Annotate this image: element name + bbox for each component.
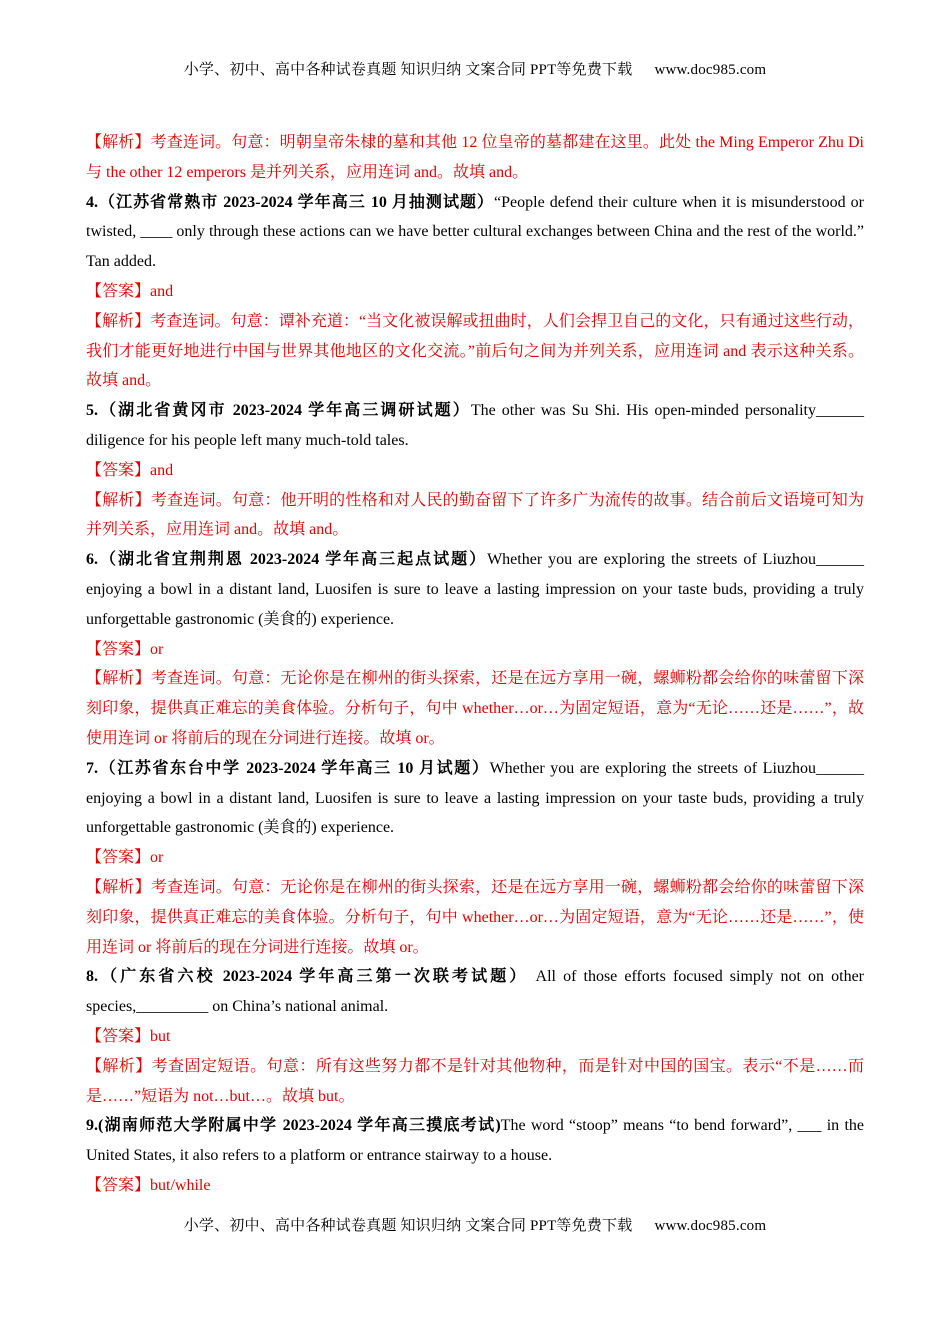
item-5-question-block: [86, 396, 864, 456]
item-8-answer: 【答案】but: [86, 1027, 171, 1045]
item-7-source: （江苏省东台中学 2023-2024 学年高三 10 月试题）: [98, 759, 490, 777]
item-5-question: The other was Su Shi. His open-minded personality______ diligence for his people left many much-told tales.: [86, 402, 864, 449]
item-9-source: (湖南师范大学附属中学 2023-2024 学年高三摸底考试): [98, 1117, 501, 1135]
item-4-source: （江苏省常熟市 2023-2024 学年高三 10 月抽测试题）: [98, 193, 495, 211]
item-7-jiexi: 【解析】考查连词。句意：无论你是在柳州的街头探索，还是在远方享用一碗，螺蛳粉都会给你的味蕾留下深刻印象，提供真正难忘的美食体验。分析句子，句中 whether…or…为固定短语，意为“无论……还是……”，使用连词 or 将前后的现在分词进行连接。故填 or。: [86, 878, 864, 956]
item-4-number: 4.: [86, 193, 98, 211]
item-6-source: （湖北省宜荆荆恩 2023-2024 学年高三起点试题）: [98, 551, 488, 569]
item-8-question: All of those efforts focused simply not on other species,_________ on China’s national animal.: [86, 968, 864, 1016]
item-5-answer: 【答案】and: [86, 461, 174, 479]
header-site[interactable]: www.doc985.com: [654, 62, 767, 78]
item-3-jiexi: 【解析】考查连词。句意：明朝皇帝朱棣的墓和其他 12 位皇帝的墓都建在这里。此处 the Ming Emperor Zhu Di 与 the other 12 emperors 是并列关系，应用连词 and。故填 and。: [86, 134, 864, 181]
item-5-jiexi: 【解析】考查连词。句意：他开明的性格和对人民的勤奋留下了许多广为流传的故事。结合前后文语境可知为并列关系，应用连词 and。故填 and。: [86, 491, 864, 539]
item-7-answer: 【答案】or: [86, 849, 164, 867]
document-body: [86, 128, 864, 1201]
item-6-number: 6.: [86, 551, 98, 569]
item-4-jiexi: 【解析】考查连词。句意：谭补充道：“当文化被误解或扭曲时，人们会捍卫自己的文化，只有通过这些行动，我们才能更好地进行中国与世界其他地区的文化交流。”前后句之间为并列关系，应用连词 and 表示这种关系。故填 and。: [86, 312, 864, 390]
item-8-jiexi: 【解析】考查固定短语。句意：所有这些努力都不是针对其他物种，而是针对中国的国宝。表示“不是……而是……”短语为 not…but…。故填 but。: [86, 1057, 864, 1105]
item-4-question-block: [86, 188, 864, 277]
footer-site[interactable]: www.doc985.com: [654, 1218, 767, 1234]
item-7-number: 7.: [86, 759, 98, 777]
header-text: 小学、初中、高中各种试卷真题 知识归纳 文案合同 PPT等免费下载: [183, 62, 633, 78]
item-8-source: （广东省六校 2023-2024 学年高三第一次联考试题）: [98, 968, 529, 986]
item-8-number: 8.: [86, 968, 98, 986]
item-6-question-block: [86, 545, 864, 634]
item-6-jiexi: 【解析】考查连词。句意：无论你是在柳州的街头探索，还是在远方享用一碗，螺蛳粉都会给你的味蕾留下深刻印象，提供真正难忘的美食体验。分析句子，句中 whether…or…为固定短语，意为“无论……还是……”，故使用连词 or 将前后的现在分词进行连接。故填 or。: [86, 670, 864, 747]
item-9-question-block: [86, 1111, 864, 1171]
item-9-question: The word “stoop” means “to bend forward”, ___ in the United States, it also refers to a platform or entrance stairway to a house.: [86, 1117, 864, 1165]
item-9-answer: 【答案】but/while: [86, 1176, 211, 1194]
item-5-source: （湖北省黄冈市 2023-2024 学年高三调研试题）: [98, 402, 471, 420]
item-7-question-block: [86, 754, 864, 843]
page-header: [0, 58, 950, 79]
item-7-question: Whether you are exploring the streets of Liuzhou______ enjoying a bowl in a distant land, Luosifen is sure to leave a lasting impression on your taste buds, providing a truly unforgettable gastronomic (美食的) experience.: [86, 759, 864, 837]
item-4-answer: 【答案】and: [86, 282, 174, 300]
page-footer: [0, 1214, 950, 1235]
item-5-number: 5.: [86, 402, 98, 420]
item-6-question: Whether you are exploring the streets of Liuzhou______ enjoying a bowl in a distant land, Luosifen is sure to leave a lasting impression on your taste buds, providing a truly unforgettable gastronomic (美食的) experience.: [86, 551, 864, 628]
item-9-number: 9.: [86, 1117, 98, 1135]
item-6-answer: 【答案】or: [86, 640, 164, 658]
item-8-question-block: [86, 962, 864, 1022]
footer-text: 小学、初中、高中各种试卷真题 知识归纳 文案合同 PPT等免费下载: [183, 1218, 633, 1234]
item-4-question: “People defend their culture when it is misunderstood or twisted, ____ only through these actions can we have better cultural exchanges between China and the rest of the world.” Tan added.: [86, 193, 864, 271]
